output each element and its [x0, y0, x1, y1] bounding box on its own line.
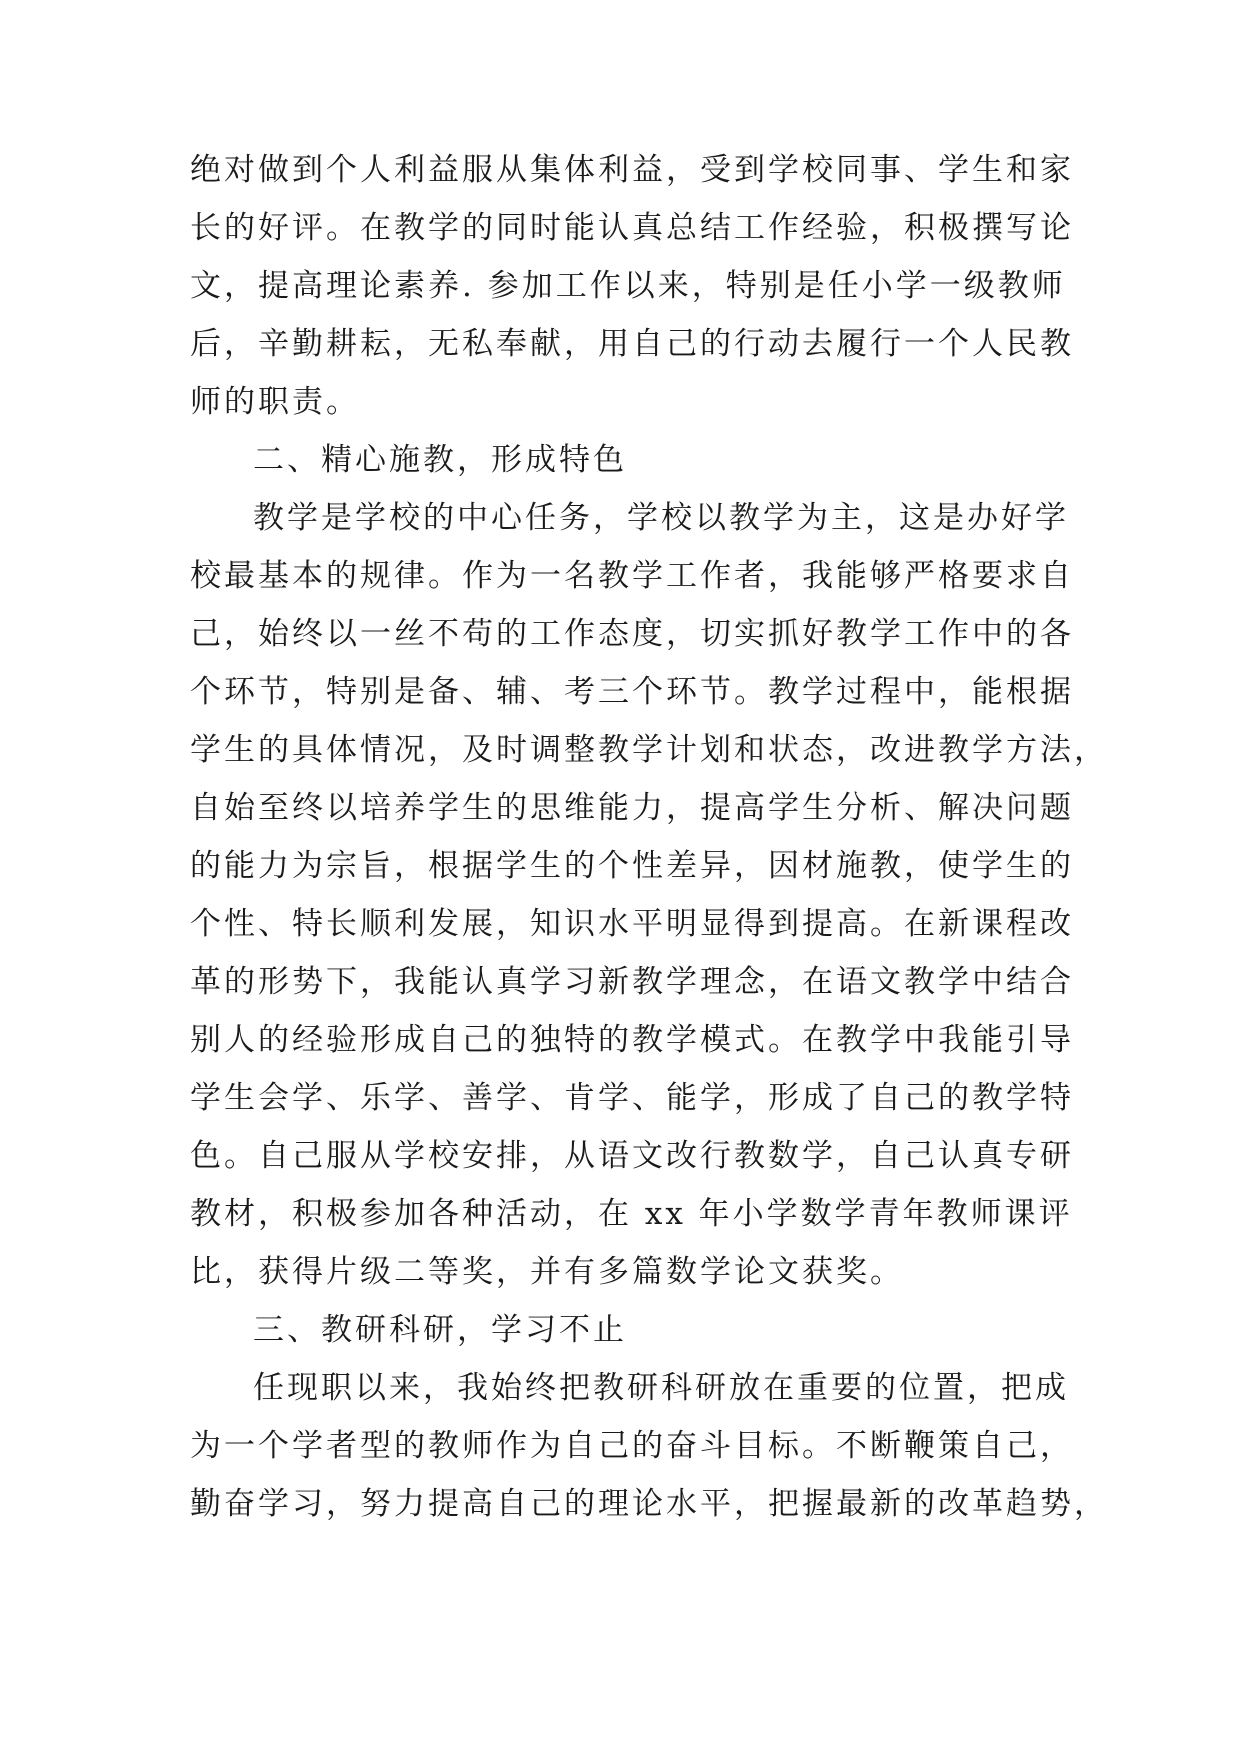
body-text-line: 比，获得片级二等奖，并有多篇数学论文获奖。 — [190, 1254, 904, 1290]
body-text-line: 己，始终以一丝不苟的工作态度，切实抓好教学工作中的各 — [190, 616, 1074, 652]
paragraph-first-line: 任现职以来，我始终把教研科研放在重要的位置，把成 — [253, 1370, 1069, 1406]
body-text-line: 长的好评。在教学的同时能认真总结工作经验，积极撰写论 — [190, 210, 1074, 246]
body-text-line: 勤奋学习，努力提高自己的理论水平，把握最新的改革趋势， — [190, 1486, 1108, 1522]
body-text-line: 的能力为宗旨，根据学生的个性差异，因材施教，使学生的 — [190, 848, 1074, 884]
body-text-line: 别人的经验形成自己的独特的教学模式。在教学中我能引导 — [190, 1022, 1074, 1058]
body-text-line: 校最基本的规律。作为一名教学工作者，我能够严格要求自 — [190, 558, 1074, 594]
body-text-line: 革的形势下，我能认真学习新教学理念，在语文教学中结合 — [190, 964, 1074, 1000]
body-text-line: 学生会学、乐学、善学、肯学、能学，形成了自己的教学特 — [190, 1080, 1074, 1116]
body-text-line: 文，提高理论素养. 参加工作以来，特别是任小学一级教师 — [190, 268, 1066, 304]
body-text-line: 自始至终以培养学生的思维能力，提高学生分析、解决问题 — [190, 790, 1074, 826]
section-heading-3: 三、教研科研，学习不止 — [253, 1312, 627, 1348]
body-text-line: 教材，积极参加各种活动，在 xx 年小学数学青年教师课评 — [190, 1196, 1073, 1232]
body-text-line: 绝对做到个人利益服从集体利益，受到学校同事、学生和家 — [190, 152, 1074, 188]
section-heading-2: 二、精心施教，形成特色 — [253, 442, 627, 478]
body-text-line: 师的职责。 — [190, 384, 360, 420]
body-text-line: 为一个学者型的教师作为自己的奋斗目标。不断鞭策自己， — [190, 1428, 1074, 1464]
paragraph-first-line: 教学是学校的中心任务，学校以教学为主，这是办好学 — [253, 500, 1069, 536]
body-text-line: 后，辛勤耕耘，无私奉献，用自己的行动去履行一个人民教 — [190, 326, 1074, 362]
body-text-line: 学生的具体情况，及时调整教学计划和状态，改进教学方法， — [190, 732, 1108, 768]
body-text-line: 个环节，特别是备、辅、考三个环节。教学过程中，能根据 — [190, 674, 1074, 710]
body-text-line: 个性、特长顺利发展，知识水平明显得到提高。在新课程改 — [190, 906, 1074, 942]
body-text-line: 色。自己服从学校安排，从语文改行教数学，自己认真专研 — [190, 1138, 1074, 1174]
